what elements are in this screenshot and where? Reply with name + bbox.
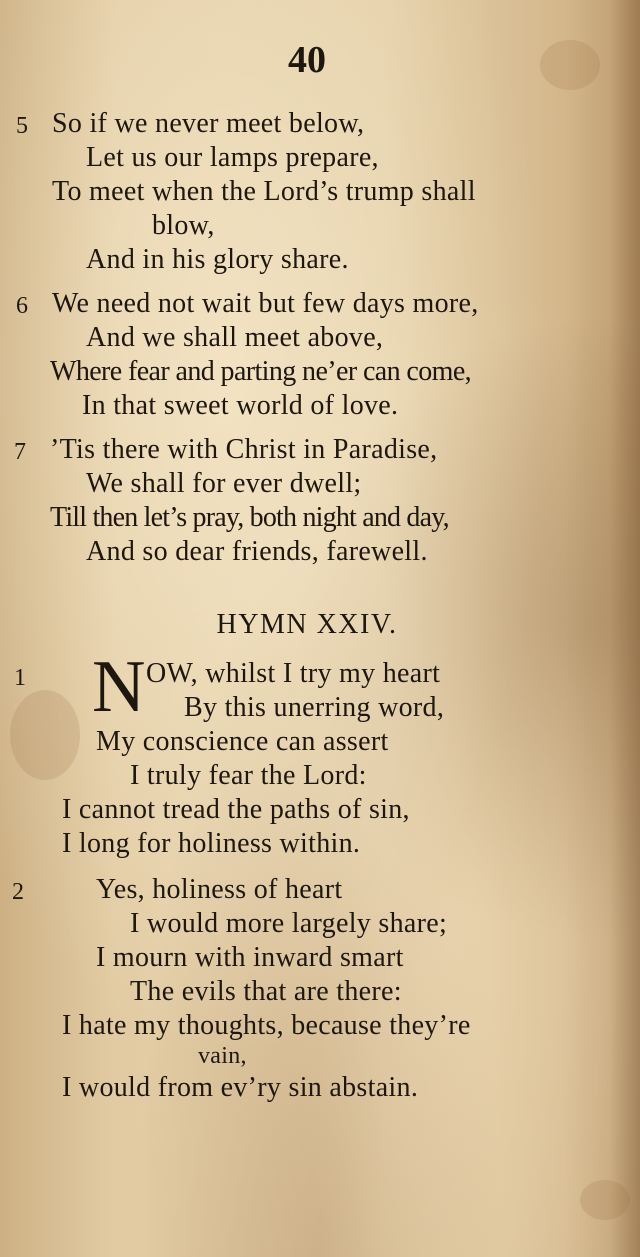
verse-line: I would more largely share; (130, 908, 448, 939)
hymn-title: HYMN XXIV. (216, 609, 398, 640)
foxing-spot (580, 1180, 630, 1220)
verse-line: We need not wait but few days more, (52, 288, 479, 319)
verse-number: 5 (16, 113, 28, 139)
verse-line: I truly fear the Lord: (130, 760, 367, 791)
verse-line: Till then let’s pray, both night and day, (50, 502, 449, 533)
verse-line: Let us our lamps prepare, (86, 142, 379, 173)
verse-line: OW, whilst I try my heart (146, 658, 441, 689)
verse-line: In that sweet world of love. (82, 390, 399, 421)
verse-line: By this unerring word, (184, 692, 445, 723)
verse-line: And we shall meet above, (86, 322, 384, 353)
verse-line: My conscience can assert (96, 726, 389, 757)
verse-number: 1 (14, 665, 26, 691)
verse-line: To meet when the Lord’s trump shall (52, 176, 476, 207)
verse-line: I mourn with inward smart (96, 942, 404, 973)
verse-line: So if we never meet below, (52, 108, 365, 139)
verse-line: Where fear and parting ne’er can come, (50, 356, 472, 387)
verse-line: I would from ev’ry sin abstain. (62, 1072, 419, 1103)
verse-line: blow, (152, 210, 215, 241)
verse-line: We shall for ever dwell; (86, 468, 362, 499)
verse-number: 6 (16, 293, 28, 319)
verse-line: I cannot tread the paths of sin, (62, 794, 410, 825)
verse-line: I hate my thoughts, because they’re (62, 1010, 471, 1041)
verse-line: The evils that are there: (130, 976, 402, 1007)
foxing-spot (10, 690, 80, 780)
verse-number: 7 (14, 439, 26, 465)
verse-line: ’Tis there with Christ in Paradise, (50, 434, 438, 465)
verse-line: I long for holiness within. (62, 828, 361, 859)
verse-number: 2 (12, 879, 24, 905)
verse-line: vain, (198, 1043, 247, 1069)
page-number: 40 (288, 39, 326, 81)
page-edge-shadow (610, 0, 640, 1257)
drop-cap: N (92, 646, 146, 728)
verse-line: And so dear friends, farewell. (86, 536, 428, 567)
verse-line: Yes, holiness of heart (96, 874, 343, 905)
verse-line: And in his glory share. (86, 244, 349, 275)
